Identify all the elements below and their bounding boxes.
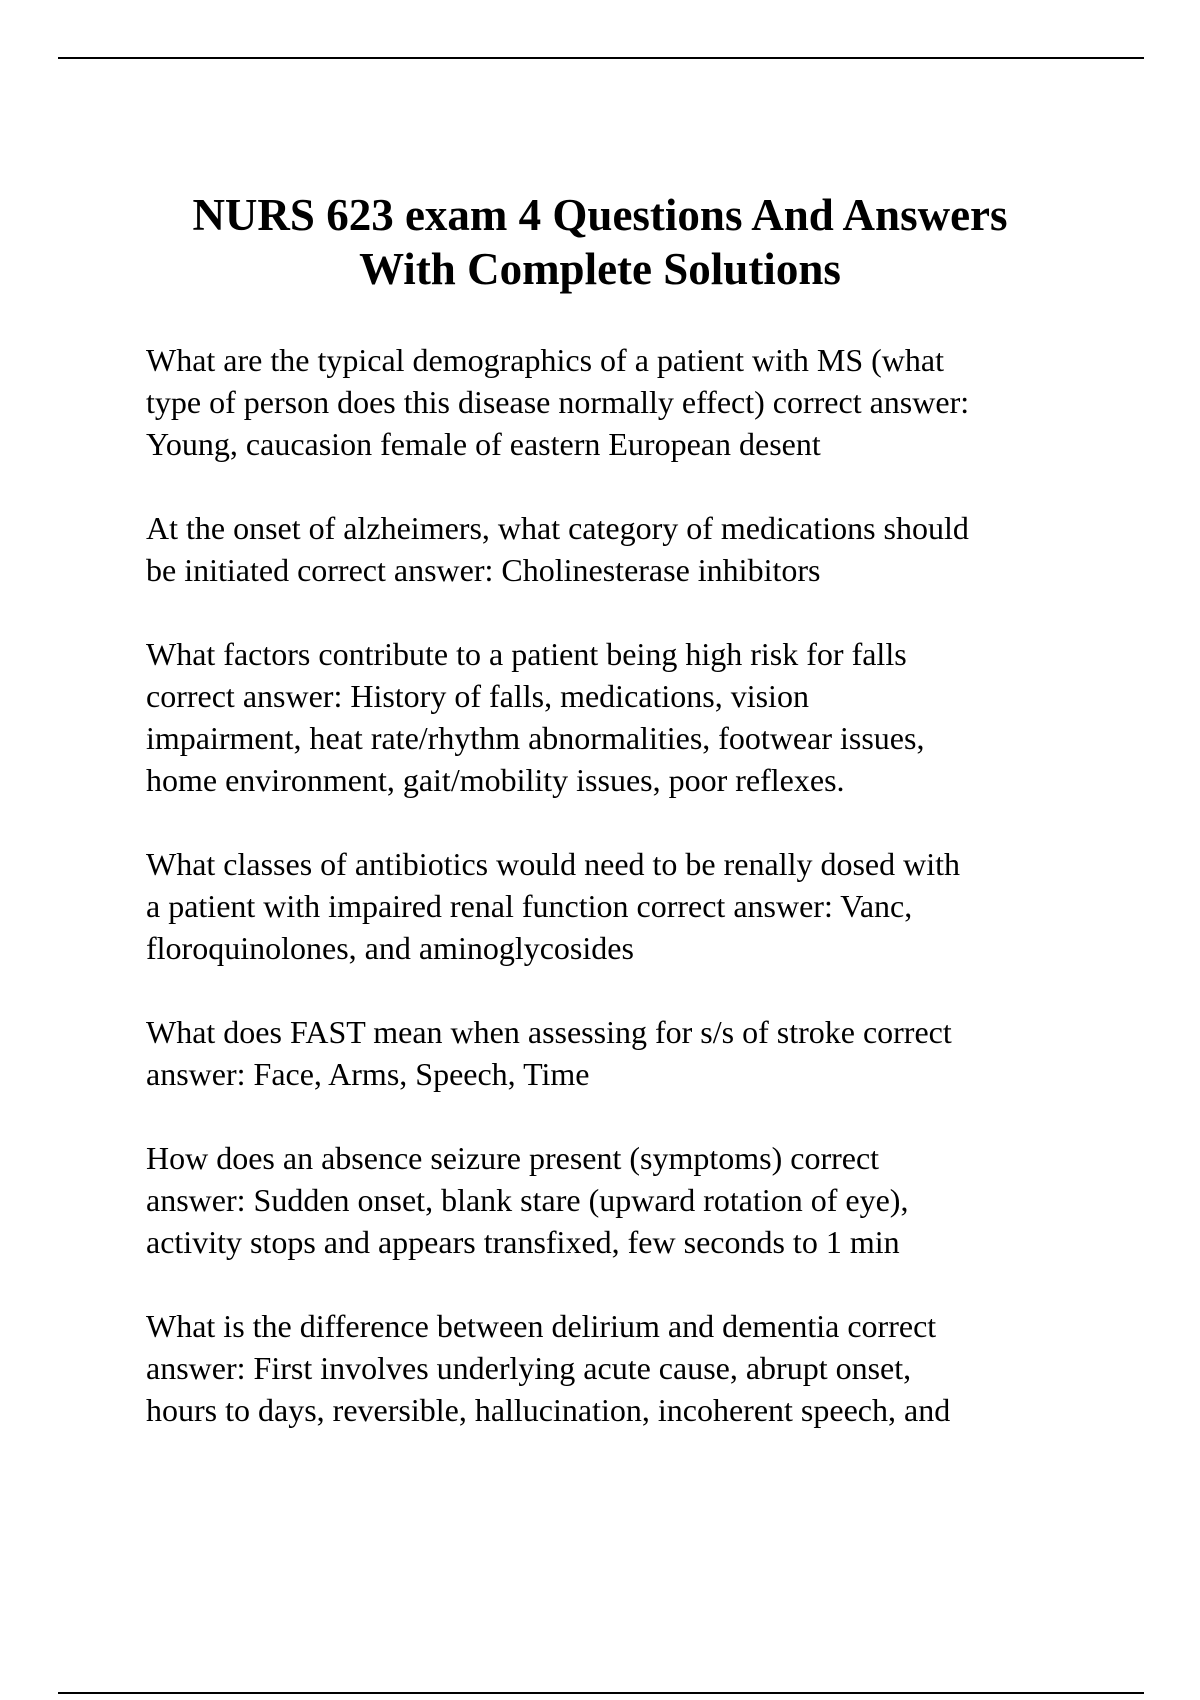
qa-item: [146, 507, 1106, 591]
qa-line: What factors contribute to a patient being high risk for falls: [146, 636, 907, 672]
bottom-divider: [58, 1692, 1144, 1694]
title-line: With Complete Solutions: [359, 244, 841, 294]
qa-line: answer: Face, Arms, Speech, Time: [146, 1056, 590, 1092]
qa-line: home environment, gait/mobility issues, poor reflexes.: [146, 762, 845, 798]
title-line: NURS 623 exam 4 Questions And Answers: [192, 190, 1008, 240]
top-divider: [58, 57, 1144, 59]
qa-line: What are the typical demographics of a patient with MS (what: [146, 342, 944, 378]
qa-item: [146, 339, 1106, 465]
qa-line: a patient with impaired renal function correct answer: Vanc,: [146, 888, 913, 924]
qa-item: [146, 1011, 1106, 1095]
qa-line: How does an absence seizure present (symptoms) correct: [146, 1140, 880, 1176]
qa-line: answer: First involves underlying acute cause, abrupt onset,: [146, 1350, 912, 1386]
qa-line: What does FAST mean when assessing for s/s of stroke correct: [146, 1014, 952, 1050]
qa-line: answer: Sudden onset, blank stare (upward rotation of eye),: [146, 1182, 909, 1218]
qa-item: [146, 843, 1106, 969]
qa-line: type of person does this disease normally effect) correct answer:: [146, 384, 970, 420]
qa-line: floroquinolones, and aminoglycosides: [146, 930, 634, 966]
document-body: [146, 339, 1106, 1473]
qa-line: At the onset of alzheimers, what category of medications should: [146, 510, 969, 546]
qa-line: What classes of antibiotics would need to be renally dosed with: [146, 846, 961, 882]
qa-item: [146, 1137, 1106, 1263]
qa-item: [146, 1305, 1106, 1431]
document-title: [100, 188, 1100, 296]
qa-line: impairment, heat rate/rhythm abnormalities, footwear issues,: [146, 720, 925, 756]
qa-line: Young, caucasion female of eastern European desent: [146, 426, 821, 462]
qa-item: [146, 633, 1106, 801]
qa-line: What is the difference between delirium and dementia correct: [146, 1308, 937, 1344]
qa-line: hours to days, reversible, hallucination, incoherent speech, and: [146, 1392, 951, 1428]
qa-line: be initiated correct answer: Cholinesterase inhibitors: [146, 552, 821, 588]
qa-line: activity stops and appears transfixed, few seconds to 1 min: [146, 1224, 900, 1260]
qa-line: correct answer: History of falls, medications, vision: [146, 678, 809, 714]
